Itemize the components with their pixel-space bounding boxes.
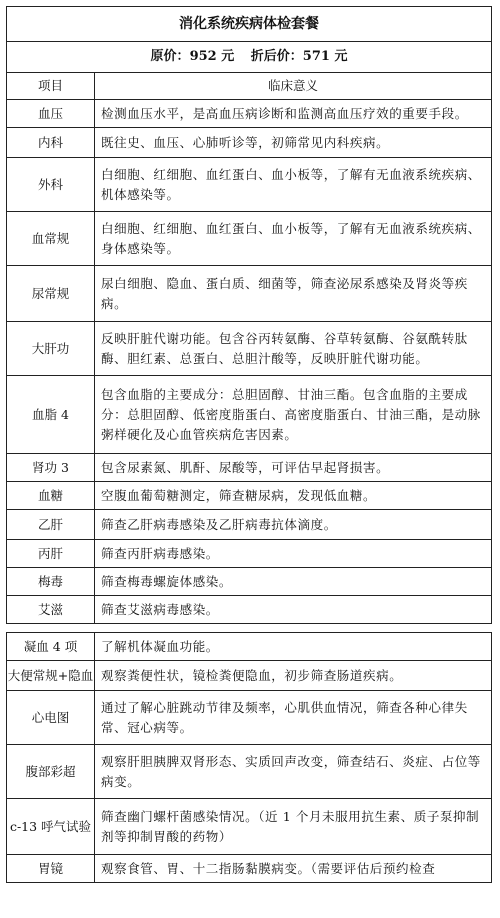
item-name: 大肝功 xyxy=(7,322,95,376)
item-name: 腹部彩超 xyxy=(7,745,95,799)
item-name: 心电图 xyxy=(7,691,95,745)
package-table-continued xyxy=(6,632,492,883)
item-description: 筛查丙肝病毒感染。 xyxy=(95,540,492,568)
price-line xyxy=(7,42,492,73)
table-row xyxy=(7,212,492,266)
table-body-part1 xyxy=(7,100,492,624)
item-name: 艾滋 xyxy=(7,596,95,624)
discount-price-value: 571 元 xyxy=(302,49,348,64)
item-description: 观察粪便性状，镜检粪便隐血，初步筛查肠道疾病。 xyxy=(95,661,492,691)
item-name: 血常规 xyxy=(7,212,95,266)
item-description: 观察肝胆胰脾双肾形态、实质回声改变，筛查结石、炎症、占位等病变。 xyxy=(95,745,492,799)
table-row xyxy=(7,100,492,128)
item-description: 反映肝脏代谢功能。包含谷丙转氨酶、谷草转氨酶、谷氨酰转肽酶、胆红素、总蛋白、总胆汁酸等，反映肝脏代谢功能。 xyxy=(95,322,492,376)
table-row xyxy=(7,568,492,596)
table-row xyxy=(7,376,492,454)
package-sheet xyxy=(6,6,492,883)
item-description: 包含血脂的主要成分：总胆固醇、甘油三酯。包含血脂的主要成分：总胆固醇、低密度脂蛋白、高密度脂蛋白、甘油三酯，是动脉粥样硬化及心血管疾病危害因素。 xyxy=(95,376,492,454)
table-row xyxy=(7,266,492,322)
item-name: 血糖 xyxy=(7,482,95,510)
table-row xyxy=(7,691,492,745)
item-description: 了解机体凝血功能。 xyxy=(95,633,492,661)
table-row xyxy=(7,128,492,158)
discount-price-label: 折后价： xyxy=(250,49,303,64)
original-price-label: 原价： xyxy=(150,49,190,64)
discount-price xyxy=(251,49,348,64)
item-description: 筛查梅毒螺旋体感染。 xyxy=(95,568,492,596)
item-description: 通过了解心脏跳动节律及频率，心肌供血情况，筛查各种心律失常、冠心病等。 xyxy=(95,691,492,745)
item-description: 白细胞、红细胞、血红蛋白、血小板等，了解有无血液系统疾病、身体感染等。 xyxy=(95,212,492,266)
item-name: 乙肝 xyxy=(7,510,95,540)
table-row xyxy=(7,745,492,799)
item-name: 凝血 4 项 xyxy=(7,633,95,661)
table-row xyxy=(7,855,492,883)
table-row xyxy=(7,454,492,482)
package-title: 消化系统疾病体检套餐 xyxy=(7,7,492,42)
item-name: 外科 xyxy=(7,158,95,212)
table-row xyxy=(7,510,492,540)
table-row xyxy=(7,482,492,510)
original-price xyxy=(151,49,235,64)
item-description: 筛查艾滋病毒感染。 xyxy=(95,596,492,624)
item-name: 血脂 4 xyxy=(7,376,95,454)
item-name: 胃镜 xyxy=(7,855,95,883)
item-description: 检测血压水平，是高血压病诊断和监测高血压疗效的重要手段。 xyxy=(95,100,492,128)
table-row xyxy=(7,540,492,568)
item-description: 尿白细胞、隐血、蛋白质、细菌等，筛查泌尿系感染及肾炎等疾病。 xyxy=(95,266,492,322)
item-name: 尿常规 xyxy=(7,266,95,322)
item-name: 丙肝 xyxy=(7,540,95,568)
item-name: 血压 xyxy=(7,100,95,128)
table-row xyxy=(7,322,492,376)
table-body-part2 xyxy=(7,633,492,883)
item-name: 大便常规+隐血 xyxy=(7,661,95,691)
package-table xyxy=(6,6,492,624)
item-description: 筛查乙肝病毒感染及乙肝病毒抗体滴度。 xyxy=(95,510,492,540)
header-item: 项目 xyxy=(7,73,95,100)
item-description: 既往史、血压、心肺听诊等，初筛常见内科疾病。 xyxy=(95,128,492,158)
original-price-value: 952 元 xyxy=(189,49,235,64)
table-row xyxy=(7,633,492,661)
item-description: 筛查幽门螺杆菌感染情况。（近 1 个月未服用抗生素、质子泵抑制剂等抑制胃酸的药物） xyxy=(95,799,492,855)
item-name: 内科 xyxy=(7,128,95,158)
item-name: c-13 呼气试验 xyxy=(7,799,95,855)
table-row xyxy=(7,661,492,691)
item-name: 梅毒 xyxy=(7,568,95,596)
table-row xyxy=(7,596,492,624)
item-name: 肾功 3 xyxy=(7,454,95,482)
item-description: 包含尿素氮、肌酐、尿酸等，可评估早起肾损害。 xyxy=(95,454,492,482)
table-row xyxy=(7,799,492,855)
item-description: 空腹血葡萄糖测定，筛查糖尿病，发现低血糖。 xyxy=(95,482,492,510)
header-meaning: 临床意义 xyxy=(95,73,492,100)
table-row xyxy=(7,158,492,212)
item-description: 观察食管、胃、十二指肠黏膜病变。（需要评估后预约检查 xyxy=(95,855,492,883)
item-description: 白细胞、红细胞、血红蛋白、血小板等，了解有无血液系统疾病、机体感染等。 xyxy=(95,158,492,212)
